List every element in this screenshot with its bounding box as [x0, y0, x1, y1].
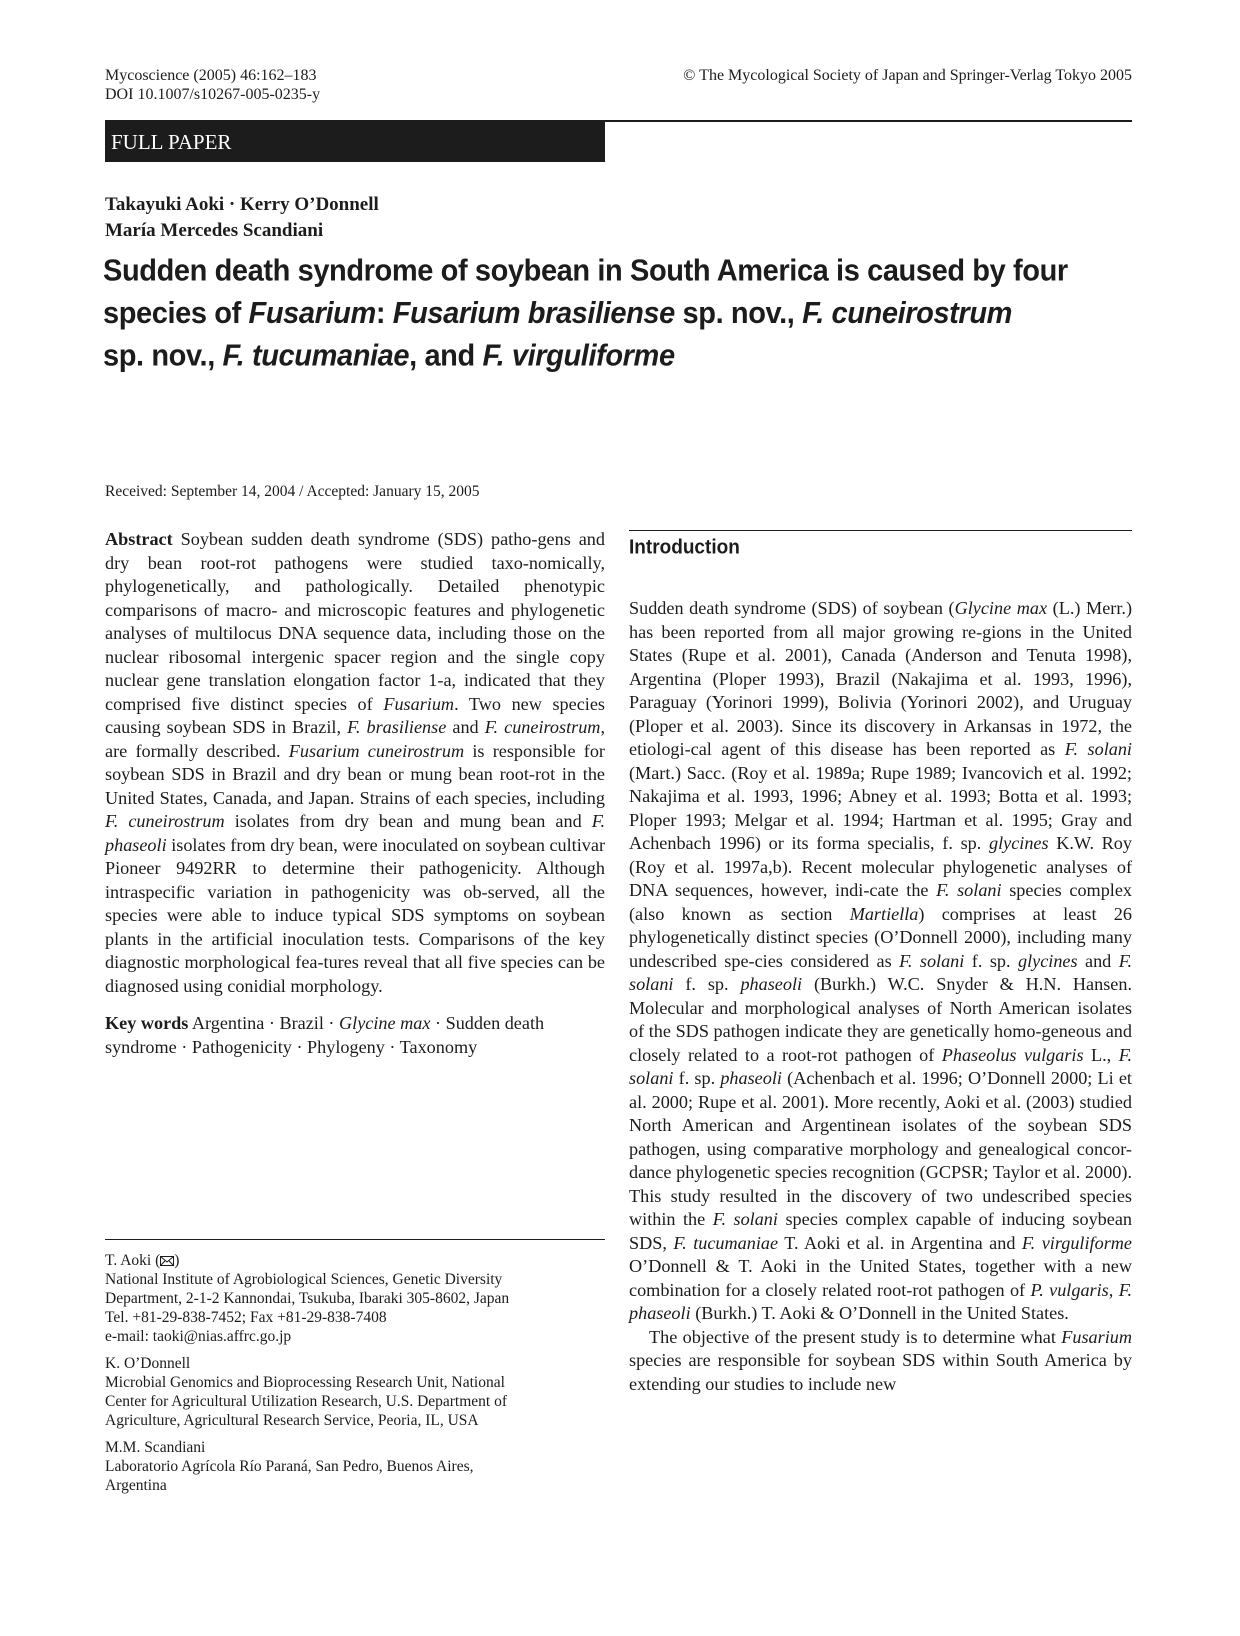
article-type-banner: FULL PAPER: [105, 122, 605, 162]
received-accepted-dates: Received: September 14, 2004 / Accepted: January 15, 2005: [105, 483, 480, 500]
intro-paragraph-1: Sudden death syndrome (SDS) of soybean (Glycine max (L.) Merr.) has been reported from all major growing re-gions in the United States (Rupe et al. 2001), Canada (Anderson and Tenuta 1998), Argentina (Ploper 1993), Brazil (Nakajima et al. 1993, 1996), Paraguay (Yorinori 1999), Bolivia (Yorinori 2002), and Uruguay (Ploper et al. 2003). Since its discovery in Arkansas in 1972, the etiologi-cal agent of this disease has been reported as F. solani (Mart.) Sacc. (Roy et al. 1989a; Rupe 1989; Ivancovich et al. 1992; Nakajima et al. 1993, 1996; Abney et al. 1993; Botta et al. 1993; Ploper 1993; Melgar et al. 1994; Hartman et al. 1995; Gray and Achenbach 1996) or its forma specialis, f. sp. glycines K.W. Roy (Roy et al. 1997a,b). Recent molecular phylogenetic analyses of DNA sequences, however, indi-cate the F. solani species complex (also known as section Martiella) comprises at least 26 phylogenetically distinct species (O’Donnell 2000), including many undescribed spe-cies considered as F. solani f. sp. glycines and F. solani f. sp. phaseoli (Burkh.) W.C. Snyder & H.N. Hansen. Molecular and morphological analyses of North American isolates of the SDS pathogen indicate they are genetically homo-geneous and closely related to a root-rot pathogen of Phaseolus vulgaris L., F. solani f. sp. phaseoli (Achenbach et al. 1996; O’Donnell 2000; Li et al. 2000; Rupe et al. 2001). More recently, Aoki et al. (2003) studied North American and Argentinean isolates of the soybean SDS pathogen, using comparative morphology and genealogical concor-dance phylogenetic species recognition (GCPSR; Taylor et al. 2000). This study resulted in the discovery of two undescribed species within the F. solani species complex capable of inducing soybean SDS, F. tucumaniae T. Aoki et al. in Argentina and F. virguliforme O’Donnell & T. Aoki in the United States, together with a new combination for a closely related root-rot pathogen of P. vulgaris, F. phaseoli (Burkh.) T. Aoki & O’Donnell in the United States.: [629, 598, 1133, 1323]
right-column: [629, 597, 1132, 1396]
abstract-heading: Abstract: [105, 529, 173, 549]
doi-line: DOI 10.1007/s10267-005-0235-y: [105, 86, 321, 103]
abstract: Abstract Soybean sudden death syndrome (SDS) patho-gens and dry bean root-rot pathogens were studied taxo-nomically, phylogenetically, and pathologically. Detailed phenotypic comparisons of macro- and microscopic features and phylogenetic analyses of multilocus DNA sequence data, including those on the nuclear ribosomal intergenic spacer region and the single copy nuclear gene translation elongation factor 1-a, indicated that they comprised five distinct species of Fusarium. Two new species causing soybean SDS in Brazil, F. brasiliense and F. cuneirostrum, are formally described. Fusarium cuneirostrum is responsible for soybean SDS in Brazil and dry bean or mung bean root-rot in the United States, Canada, and Japan. Strains of each species, including F. cuneirostrum isolates from dry bean and mung bean and F. phaseoli isolates from dry bean, were inoculated on soybean cultivar Pioneer 9492RR to determine their pathogenicity. Although intraspecific variation in pathogenicity was ob-served, all the species were able to induce typical SDS symptoms on soybean plants in the artificial inoculation tests. Comparisons of the key diagnostic morphological fea-tures reveal that all five species can be diagnosed using conidial morphology.: [105, 529, 606, 996]
copyright-notice: © The Mycological Society of Japan and Springer-Verlag Tokyo 2005: [683, 67, 1132, 84]
affiliation-aoki: T. Aoki ( ) National Institute of Agrobiological Sciences, Genetic Diversity Department, 2-1-2 Kannondai, Tsukuba, Ibaraki 305-8602, Japan Tel. +81-29-838-7452; Fax +81-29-838-7408 e-mail: taoki@nias.affrc.go.jp: [105, 1252, 510, 1345]
author-list: [105, 192, 379, 244]
affiliation-scandiani: M.M. Scandiani Laboratorio Agrícola Río Paraná, San Pedro, Buenos Aires, Argentina: [105, 1439, 474, 1494]
intro-paragraph-2: The objective of the present study is to determine what Fusarium species are responsible for soybean SDS within South America by extending our studies to include new: [629, 1326, 1132, 1394]
keywords: Key words Argentina · Brazil · Glycine max · Sudden death syndrome · Pathogenicity · Phylogeny · Taxonomy: [105, 1013, 545, 1057]
keywords-heading: Key words: [105, 1013, 189, 1033]
author-line-2: María Mercedes Scandiani: [105, 220, 324, 241]
intro-rule: [629, 530, 1132, 531]
author-affiliations: [105, 1251, 625, 1503]
left-column: [105, 528, 605, 1059]
author-line-1: Takayuki Aoki · Kerry O’Donnell: [105, 194, 379, 215]
section-heading-introduction: Introduction: [629, 536, 740, 559]
envelope-icon: [160, 1256, 174, 1266]
affiliation-odonnell: K. O’Donnell Microbial Genomics and Bioprocessing Research Unit, National Center for Agricultural Utilization Research, U.S. Department of Agriculture, Agricultural Research Service, Peoria, IL, USA: [105, 1355, 508, 1429]
journal-citation: [105, 66, 320, 104]
affiliation-rule: [105, 1239, 605, 1240]
paper-title: Sudden death syndrome of soybean in South America is caused by four species of Fusarium: Fusarium brasiliense sp. nov., F. cuneirostrum sp. nov., F. tucumaniae, and F. virguliforme: [103, 254, 1068, 373]
journal-line: Mycoscience (2005) 46:162–183: [105, 67, 317, 84]
